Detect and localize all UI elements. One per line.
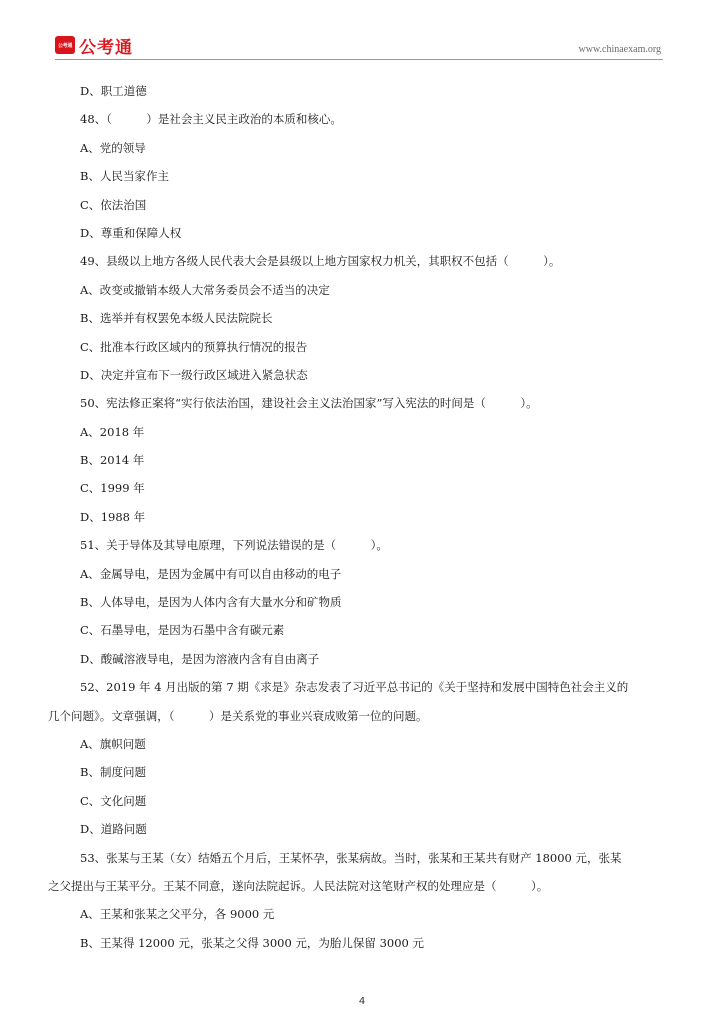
option-line: A、金属导电，是因为金属中有可以自由移动的电子	[80, 566, 342, 581]
option-line: B、人民当家作主	[80, 169, 169, 184]
document-body	[48, 77, 670, 957]
question-line: 53、张某与王某（女）结婚五个月后，王某怀孕，张某病故。当时，张某和王某共有财产 18000 元，张某	[80, 850, 622, 865]
question-line: 50、宪法修正案将“实行依法治国，建设社会主义法治国家”写入宪法的时间是（ ）。	[80, 396, 538, 411]
option-line: C、文化问题	[80, 793, 147, 808]
option-line: A、旗帜问题	[80, 736, 146, 751]
question-continuation-line: 之父提出与王某平分。王某不同意，遂向法院起诉。人民法院对这笔财产权的处理应是（ ）。	[48, 878, 549, 893]
option-line: B、制度问题	[80, 765, 146, 780]
logo-badge: 公考通	[55, 36, 75, 54]
option-line: B、2014 年	[80, 453, 145, 468]
question-line: 49、县级以上地方各级人民代表大会是县级以上地方国家权力机关，其职权不包括（ ）。	[80, 254, 561, 269]
question-line: 51、关于导体及其导电原理，下列说法错误的是（ ）。	[80, 538, 388, 553]
site-url: www.chinaexam.org	[578, 44, 661, 55]
option-line: D、1988 年	[80, 509, 146, 524]
option-line: B、人体导电，是因为人体内含有大量水分和矿物质	[80, 595, 342, 610]
page-header	[55, 35, 663, 60]
option-line: A、2018 年	[80, 424, 145, 439]
option-line: D、酸碱溶液导电，是因为溶液内含有自由离子	[80, 651, 320, 666]
option-line: A、改变或撤销本级人大常务委员会不适当的决定	[80, 282, 330, 297]
logo	[55, 35, 133, 58]
option-line: C、批准本行政区域内的预算执行情况的报告	[80, 339, 308, 354]
option-line: C、石墨导电，是因为石墨中含有碳元素	[80, 623, 285, 638]
option-line: B、王某得 12000 元，张某之父得 3000 元，为胎儿保留 3000 元	[80, 935, 424, 950]
option-line: D、道路问题	[80, 822, 147, 837]
page-number: 4	[358, 996, 366, 1007]
option-line: D、决定并宣布下一级行政区域进入紧急状态	[80, 367, 308, 382]
option-line: D、职工道德	[80, 84, 147, 98]
option-line: C、依法治国	[80, 197, 147, 212]
option-line: C、1999 年	[80, 481, 145, 496]
option-line: D、尊重和保障人权	[80, 225, 182, 240]
option-line: A、党的领导	[80, 140, 146, 155]
option-line: B、选举并有权罢免本级人民法院院长	[80, 311, 273, 326]
option-line: A、王某和张某之父平分，各 9000 元	[80, 907, 275, 922]
logo-text: 公考通	[79, 37, 133, 58]
question-line: 52、2019 年 4 月出版的第 7 期《求是》杂志发表了习近平总书记的《关于坚持和发展中国特色社会主义的	[80, 680, 629, 695]
question-continuation-line: 几个问题》。文章强调，（ ）是关系党的事业兴衰成败第一位的问题。	[48, 708, 428, 723]
question-line: 48、（ ）是社会主义民主政治的本质和核心。	[80, 112, 342, 127]
